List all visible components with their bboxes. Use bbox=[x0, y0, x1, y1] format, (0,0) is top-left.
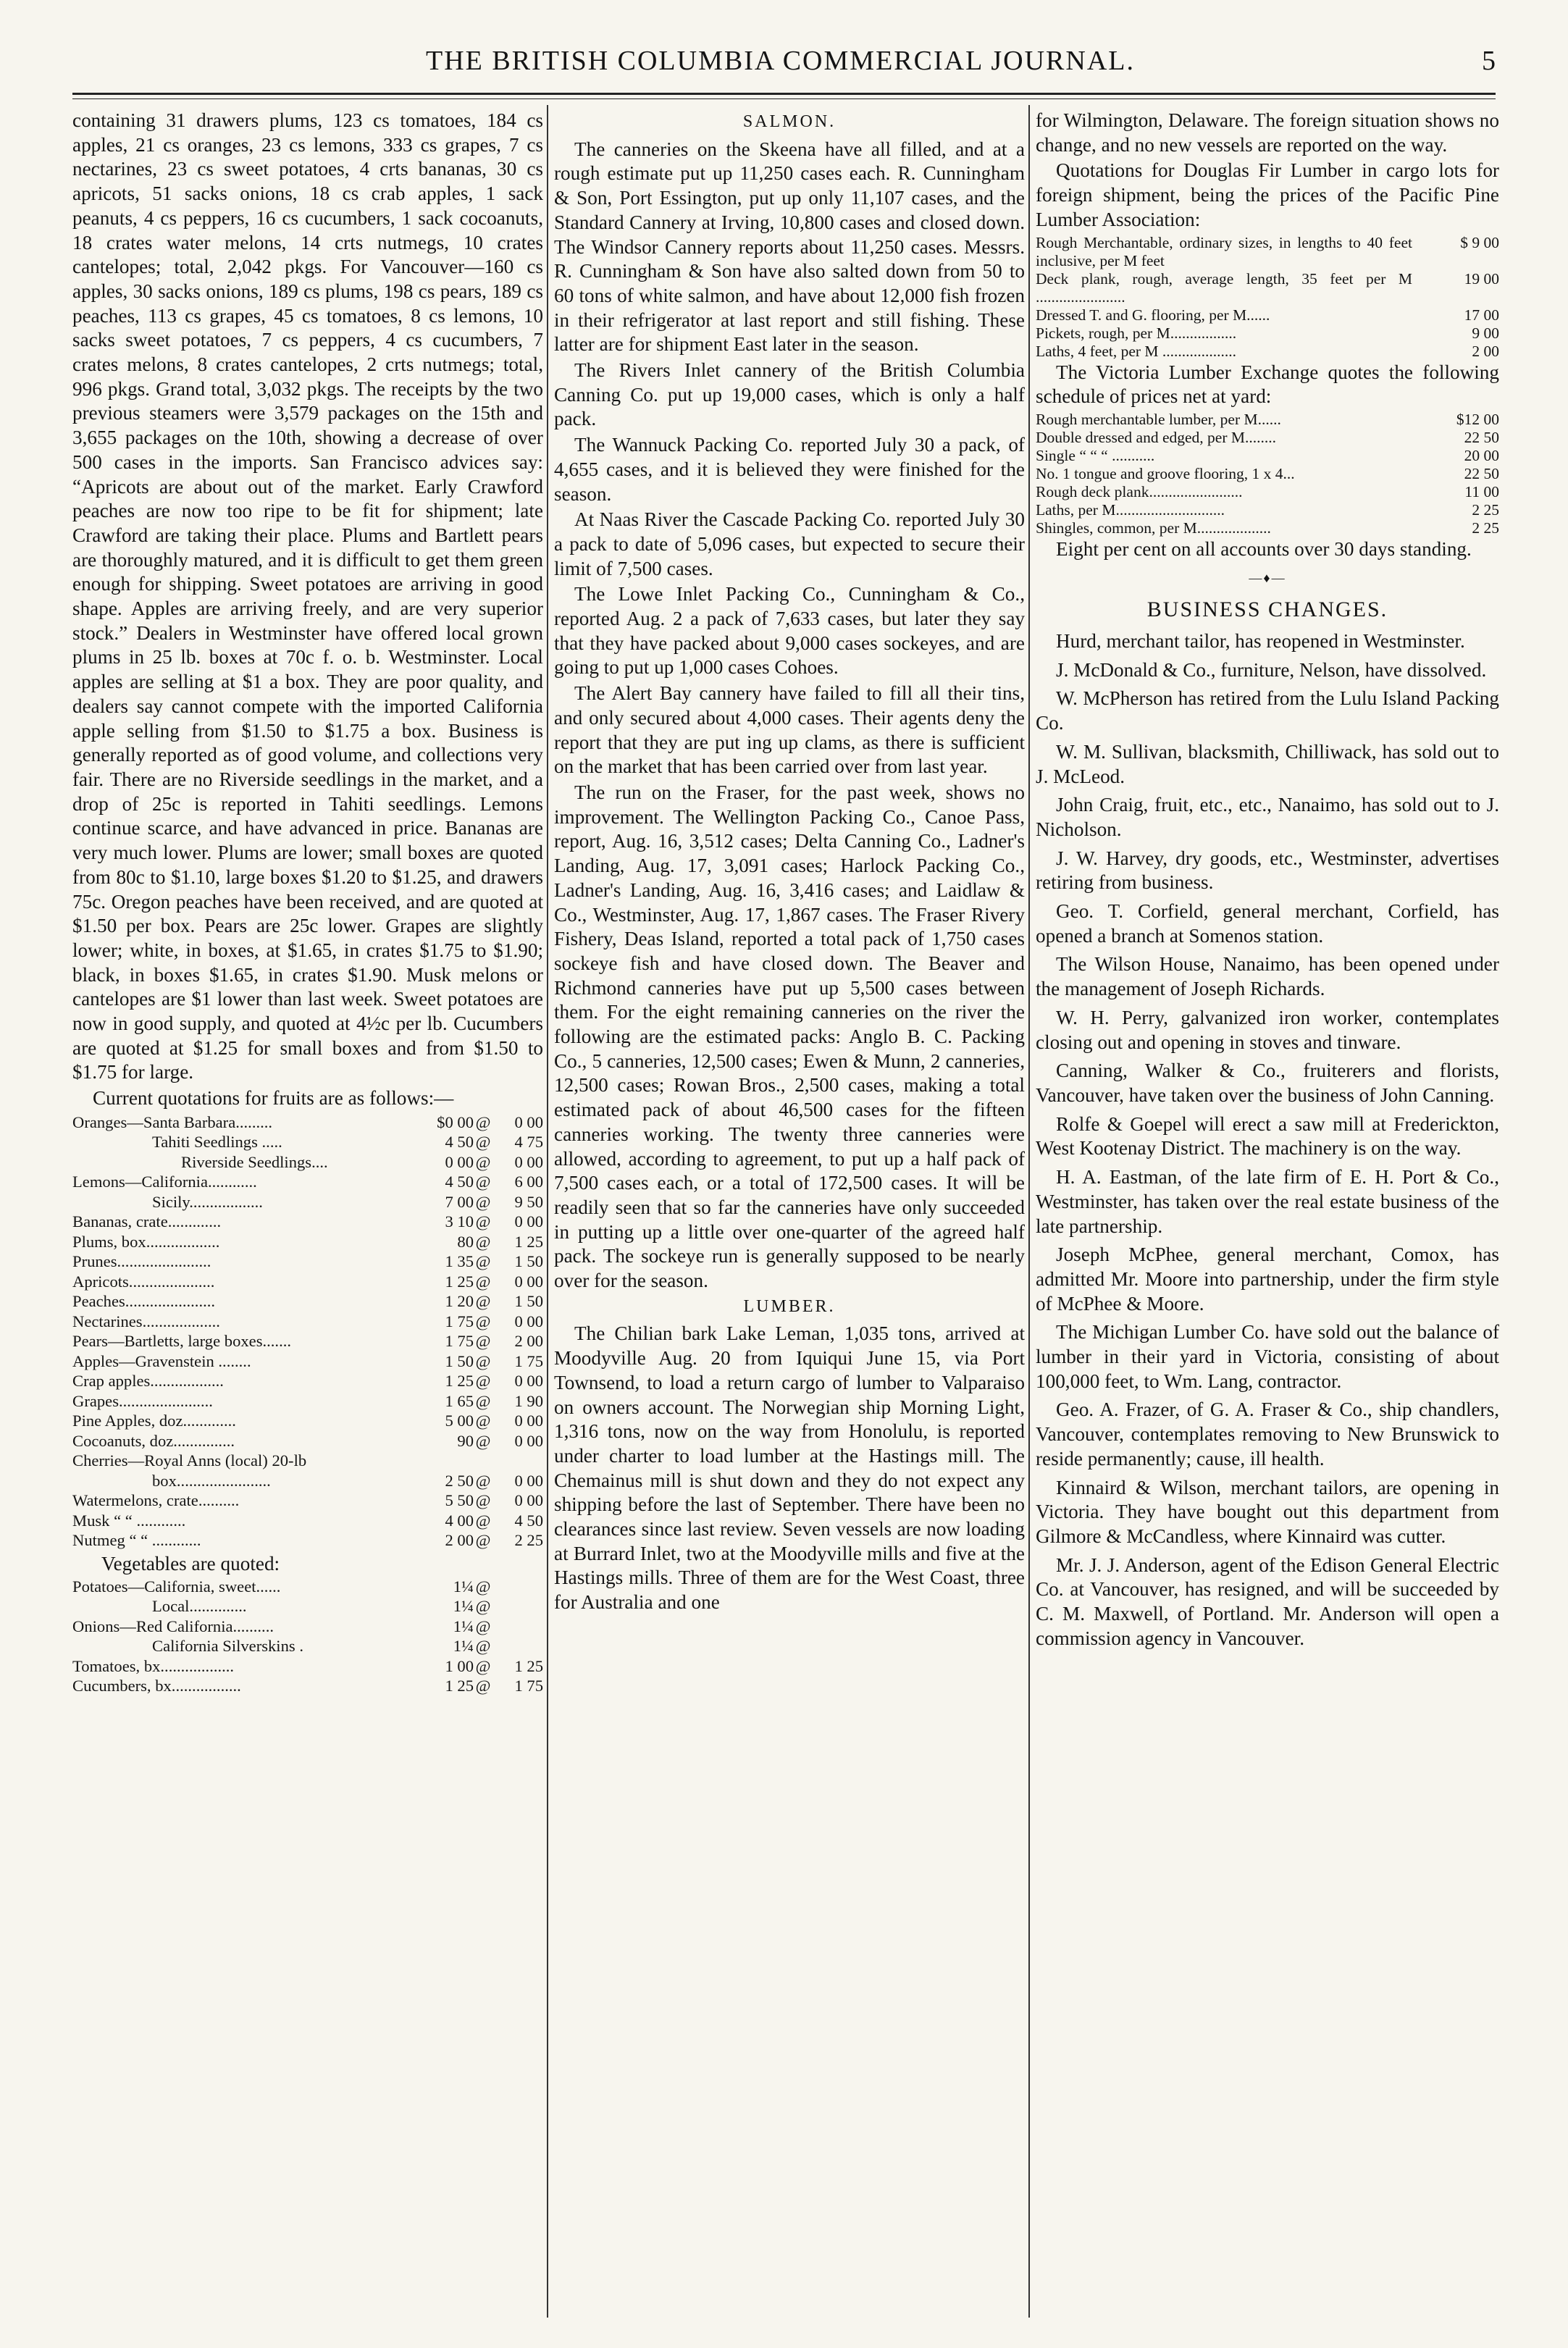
quotation-low: 1 25 bbox=[445, 1372, 474, 1391]
quotation-item: Tomatoes, bx.................. bbox=[72, 1656, 235, 1675]
quotation-high: 1 75 bbox=[514, 1351, 543, 1370]
quotation-item: Cherries—Royal Anns (local) 20-lb bbox=[72, 1451, 307, 1470]
quotation-low: 1 65 bbox=[445, 1391, 474, 1410]
quotation-item: Musk “ “ ............ bbox=[72, 1511, 186, 1530]
business-changes-heading: BUSINESS CHANGES. bbox=[1146, 598, 1388, 622]
quotation-row bbox=[72, 1636, 543, 1656]
quotation-high: 0 00 bbox=[514, 1471, 543, 1490]
at-symbol: @ bbox=[475, 1173, 491, 1191]
at-symbol: @ bbox=[475, 1133, 491, 1152]
quotation-row bbox=[72, 1676, 543, 1696]
at-symbol: @ bbox=[475, 1471, 491, 1490]
quotation-item: Grapes....................... bbox=[72, 1391, 213, 1410]
at-symbol: @ bbox=[475, 1511, 491, 1530]
price-row bbox=[1036, 519, 1499, 537]
business-change-item: The Wilson House, Nanaimo, has been opened under the management of Joseph Richards. bbox=[1036, 953, 1499, 1000]
quotation-low: 1 75 bbox=[445, 1332, 474, 1351]
quotation-high: 2 00 bbox=[514, 1332, 543, 1351]
quotation-high: 1 90 bbox=[514, 1391, 543, 1410]
at-symbol: @ bbox=[475, 1577, 491, 1596]
quotation-low: 1¼ bbox=[453, 1617, 474, 1635]
quotation-row bbox=[72, 1312, 543, 1332]
quotation-low: 90 bbox=[457, 1431, 474, 1450]
salmon-heading: SALMON. bbox=[742, 112, 837, 131]
quotation-low: 5 00 bbox=[445, 1412, 474, 1430]
quotation-low: 80 bbox=[457, 1232, 474, 1251]
quotation-high: 9 50 bbox=[514, 1192, 543, 1211]
price-row bbox=[1036, 234, 1499, 270]
at-symbol: @ bbox=[475, 1112, 491, 1131]
quotation-low: 1 25 bbox=[445, 1677, 474, 1695]
quotation-row bbox=[72, 1152, 543, 1173]
at-symbol: @ bbox=[475, 1637, 491, 1656]
quotation-high bbox=[492, 1636, 543, 1656]
price-row bbox=[1036, 447, 1499, 465]
at-symbol: @ bbox=[475, 1212, 491, 1231]
fir-quotations-intro: Quotations for Douglas Fir Lumber in cargo lots for foreign shipment, being the prices of the Pacific Pine Lumber Association: bbox=[1036, 159, 1499, 230]
quotation-low bbox=[423, 1451, 474, 1471]
price-row bbox=[1036, 411, 1499, 429]
business-change-item: Hurd, merchant tailor, has reopened in Westminster. bbox=[1056, 630, 1465, 653]
price-value: $12 00 bbox=[1456, 410, 1499, 428]
at-symbol: @ bbox=[475, 1252, 491, 1271]
quotation-item: Lemons—California............ bbox=[72, 1173, 257, 1191]
quotation-low: 1¼ bbox=[453, 1597, 474, 1616]
quotation-high: 0 00 bbox=[514, 1112, 543, 1131]
price-value: 19 00 bbox=[1464, 269, 1499, 288]
price-item: Rough merchantable lumber, per M...... bbox=[1036, 410, 1281, 428]
business-change-item: Mr. J. J. Anderson, agent of the Edison General Electric Co. at Vancouver, has resigned, and will be succeeded by C. M. Maxwell, of Portland. Mr. Anderson will open a commission agency in Vancouver. bbox=[1036, 1554, 1499, 1649]
at-symbol: @ bbox=[475, 1292, 491, 1311]
lumber-paragraph: The Chilian bark Lake Leman, 1,035 tons, arrived at Moodyville Aug. 20 from Iquiqui June 15, via Port Townsend, to load a return cargo of lumber to Valparaiso on owners account. The Norwegian ship Morning Light, 1,316 tons, now on the way from Honolulu, is reported under charter to load lumber at the Hastings mill. The Chemainus mill is shut down and they do not expect any shipping before the last of September. There have been no clearances since last review. Seven vessels are now loading at Burrard Inlet, two at the Moodyville mills and five at the Hastings mills. Three of them are for the West Coast, three for Australia and one bbox=[554, 1322, 1025, 1614]
quotation-row bbox=[72, 1351, 543, 1372]
quotation-item: Potatoes—California, sweet...... bbox=[72, 1577, 281, 1596]
business-change-item: Canning, Walker & Co., fruiterers and florists, Vancouver, have taken over the business of John Canning. bbox=[1036, 1060, 1499, 1106]
terms-note: Eight per cent on all accounts over 30 days standing. bbox=[1056, 537, 1472, 560]
price-row bbox=[1036, 465, 1499, 483]
business-change-item: H. A. Eastman, of the late firm of E. H. Port & Co., Westminster, has taken over the real estate business of the late partnership. bbox=[1036, 1166, 1499, 1237]
quotation-low: 3 10 bbox=[445, 1212, 474, 1231]
lumber-continued: for Wilmington, Delaware. The foreign situation shows no change, and no new vessels are reported on the way. bbox=[1036, 109, 1499, 156]
masthead bbox=[65, 45, 1496, 88]
quotation-item: Apples—Gravenstein ........ bbox=[72, 1351, 251, 1370]
at-symbol: @ bbox=[475, 1192, 491, 1211]
at-symbol: @ bbox=[475, 1531, 491, 1550]
quotation-high bbox=[492, 1596, 543, 1617]
price-item: Double dressed and edged, per M........ bbox=[1036, 428, 1276, 446]
price-item: Rough deck plank........................ bbox=[1036, 482, 1243, 500]
quotation-row bbox=[72, 1451, 543, 1471]
business-change-item: Kinnaird & Wilson, merchant tailors, are opening in Victoria. They have bought out this department from Gilmore & McCandless, where Kinnaird was cutter. bbox=[1036, 1476, 1499, 1547]
at-symbol: @ bbox=[475, 1677, 491, 1695]
quotation-high: 0 00 bbox=[514, 1312, 543, 1330]
quotation-item: Pears—Bartletts, large boxes....... bbox=[72, 1332, 292, 1351]
quotation-row bbox=[72, 1391, 543, 1412]
quotation-item: Local.............. bbox=[152, 1597, 247, 1616]
business-change-item: Geo. A. Frazer, of G. A. Fraser & Co., ship chandlers, Vancouver, contemplates removing to New Brunswick to reside permanently; cause, ill health. bbox=[1036, 1399, 1499, 1469]
quotation-low: 2 00 bbox=[445, 1531, 474, 1550]
price-item: Single “ “ “ ........... bbox=[1036, 446, 1155, 464]
at-symbol: @ bbox=[475, 1412, 491, 1430]
quotation-item: Riverside Seedlings.... bbox=[181, 1152, 328, 1171]
quotation-high bbox=[492, 1451, 543, 1471]
column-1 bbox=[72, 109, 543, 2318]
fruit-quotations-intro: Current quotations for fruits are as follows:— bbox=[93, 1087, 454, 1110]
masthead-rule-thin bbox=[72, 98, 1496, 99]
quotation-row bbox=[72, 1617, 543, 1637]
at-symbol: @ bbox=[475, 1312, 491, 1330]
salmon-paragraph: At Naas River the Cascade Packing Co. reported July 30 a pack to date of 5,096 cases, but expected to secure their limit of 7,500 cases. bbox=[554, 508, 1025, 579]
business-change-item: W. M. Sullivan, blacksmith, Chilliwack, has sold out to J. McLeod. bbox=[1036, 740, 1499, 787]
quotation-row bbox=[72, 1232, 543, 1252]
quotation-row bbox=[72, 1577, 543, 1597]
price-item: Dressed T. and G. flooring, per M...... bbox=[1036, 306, 1270, 324]
quotation-high: 4 50 bbox=[514, 1511, 543, 1530]
quotation-low: 1 75 bbox=[445, 1312, 474, 1330]
quotation-row bbox=[72, 1490, 543, 1511]
journal-title: THE BRITISH COLUMBIA COMMERCIAL JOURNAL. bbox=[425, 46, 1135, 76]
quotation-row bbox=[72, 1411, 543, 1431]
quotation-item: Cocoanuts, doz............... bbox=[72, 1431, 235, 1450]
column-divider bbox=[547, 105, 548, 2318]
at-symbol: @ bbox=[475, 1431, 491, 1450]
quotation-row bbox=[72, 1132, 543, 1152]
business-changes-list bbox=[1036, 629, 1499, 1651]
business-change-item: The Michigan Lumber Co. have sold out the balance of lumber in their yard in Victoria, consisting of about 100,000 feet, to Wm. Lang, contractor. bbox=[1036, 1321, 1499, 1392]
quotation-low: $0 00 bbox=[437, 1112, 474, 1131]
fruit-quotations-table bbox=[72, 1112, 543, 1551]
quotation-low: 0 00 bbox=[445, 1152, 474, 1171]
column-3 bbox=[1036, 109, 1499, 2318]
price-value: 9 00 bbox=[1472, 324, 1499, 342]
quotation-row bbox=[72, 1596, 543, 1617]
price-item: Deck plank, rough, average length, 35 feet per M ....................... bbox=[1036, 269, 1412, 306]
price-row bbox=[1036, 483, 1499, 501]
quotation-high: 2 25 bbox=[514, 1531, 543, 1550]
column-2 bbox=[554, 109, 1025, 2318]
column-divider bbox=[1028, 105, 1030, 2318]
quotation-item: Onions—Red California.......... bbox=[72, 1617, 274, 1635]
quotation-high: 1 50 bbox=[514, 1292, 543, 1311]
quotation-low: 1 25 bbox=[445, 1272, 474, 1291]
quotation-low: 4 50 bbox=[445, 1133, 474, 1152]
quotation-item: Sicily.................. bbox=[152, 1192, 263, 1211]
business-change-item: W. McPherson has retired from the Lulu Island Packing Co. bbox=[1036, 687, 1499, 734]
at-symbol: @ bbox=[475, 1372, 491, 1391]
price-row bbox=[1036, 501, 1499, 519]
at-symbol: @ bbox=[475, 1491, 491, 1510]
quotation-item: Peaches...................... bbox=[72, 1292, 216, 1311]
price-value: 2 25 bbox=[1472, 519, 1499, 537]
quotation-high: 0 00 bbox=[514, 1212, 543, 1231]
business-change-item: W. H. Perry, galvanized iron worker, contemplates closing out and opening in stoves and tinware. bbox=[1036, 1006, 1499, 1053]
quotation-row bbox=[72, 1212, 543, 1232]
quotation-high bbox=[492, 1577, 543, 1597]
quotation-item: Oranges—Santa Barbara......... bbox=[72, 1112, 273, 1131]
salmon-paragraph: The run on the Fraser, for the past week, shows no improvement. The Wellington Packing Co., Canoe Pass, report, Aug. 16, 3,512 cases; Delta Canning Co., Ladner's Landing, Aug. 17, 3,091 cases; Harlock Packing Co., Ladner's Landing, Aug. 16, 3,416 cases; and Laidlaw & Co., Westminster, Aug. 17, 1,867 cases. The Fraser Rivery Fishery, Deas Island, reported a total pack of 1,750 cases sockeye fish and have closed down. The Beaver and Richmond canneries have put up 5,500 cases between them. For the eight remaining canneries on the river the following are the estimated packs: Anglo B. C. Packing Co., 5 canneries, 12,500 cases; Ewen & Munn, 2 canneries, 12,500 cases; Rowan Bros., 2,500 cases, making a total estimated pack of about 46,500 cases for the fifteen canneries working. The twenty three canneries were allowed, according to agreement, to put up a half pack of 7,500 cases each, or a total of 172,500 cases. It will be readily seen that so far the canneries have only succeeded in putting up a little over one-quarter of the agreed half pack. The sockeye run is generally supposed to be nearly over for the season. bbox=[554, 781, 1025, 1292]
quotation-item: box....................... bbox=[152, 1471, 271, 1490]
salmon-paragraph: The Alert Bay cannery have failed to fill all their tins, and only secured about 4,000 cases. Their agents deny the report that they are put ing up clams, as there is sufficient on the market that has been carried over from last year. bbox=[554, 682, 1025, 778]
at-symbol: @ bbox=[475, 1152, 491, 1171]
price-value: 17 00 bbox=[1464, 306, 1499, 324]
quotation-row bbox=[72, 1431, 543, 1451]
business-change-item: Geo. T. Corfield, general merchant, Corfield, has opened a branch at Somenos station. bbox=[1036, 900, 1499, 947]
quotation-row bbox=[72, 1172, 543, 1192]
salmon-paragraph: The Rivers Inlet cannery of the British Columbia Canning Co. put up 19,000 cases, which is only a half pack. bbox=[554, 359, 1025, 430]
fir-lumber-table bbox=[1036, 234, 1499, 361]
quotation-high: 1 50 bbox=[514, 1252, 543, 1271]
page-number: 5 bbox=[1482, 46, 1496, 76]
price-row bbox=[1036, 306, 1499, 324]
price-item: Rough Merchantable, ordinary sizes, in lengths to 40 feet inclusive, per M feet bbox=[1036, 233, 1412, 269]
business-change-item: John Craig, fruit, etc., etc., Nanaimo, has sold out to J. Nicholson. bbox=[1036, 794, 1499, 840]
quotation-item: Plums, box.................. bbox=[72, 1232, 220, 1251]
quotation-item: Crap apples.................. bbox=[72, 1372, 224, 1391]
quotation-low: 1¼ bbox=[453, 1637, 474, 1656]
salmon-paragraph: The canneries on the Skeena have all filled, and at a rough estimate put up 11,250 cases each. R. Cunningham & Son, Port Essington, put up only 11,107 cases, and the Standard Cannery at Irving, 10,800 cases and closed down. The Windsor Cannery reports about 11,250 cases. Messrs. R. Cunningham & Son have also salted down from 50 to 60 tons of white salmon, and have about 12,000 fish frozen in their refrigerator at last report and still fishing. These latter are for shipment East later in the season. bbox=[554, 138, 1025, 356]
fruit-market-report: containing 31 drawers plums, 123 cs tomatoes, 184 cs apples, 21 cs oranges, 23 cs lemons, 333 cs grapes, 7 cs nectarines, 23 cs sweet potatoes, 4 crts bananas, 30 cs apricots, 51 sacks onions, 18 cs crab apples, 1 sack peanuts, 4 cs peppers, 16 cs cucumbers, 1 sack cocoanuts, 18 crates water melons, 14 crts nutmegs, 10 crates cantelopes; total, 2,042 pkgs. For Vancouver—160 cs apples, 30 sacks onions, 189 cs plums, 198 cs pears, 189 cs peaches, 113 cs grapes, 45 cs tomatoes, 8 cs lemons, 10 sacks sweet potatoes, 7 cs peppers, 4 cs cucumbers, 7 crates melons, 8 crates cantelopes, 2 crts nutmegs; total, 996 pkgs. Grand total, 3,032 pkgs. The receipts by the two previous steamers were 3,579 packages on the 15th and 3,655 packages on the 10th, showing a decrease of over 500 cases in the imports. San Francisco advices say: “Apricots are about out of the market. Early Crawford peaches are now too ripe to be fit for shipment; late Crawford are taking their place. Plums and Bartlett pears are thoroughly matured, and it is difficult to get them green enough for shipping. Sweet potatoes are arriving in good shape. Apples are arriving freely, and are very superior stock.” Dealers in Westminster have offered local grown plums in 25 lb. boxes at 70c f. o. b. Westminster. Local apples are selling at $1 a box. They are poor quality, and dealers say cannot compete with the imported California apple selling from $1.50 to $1.75 a box. Business is generally reported as of good volume, and collections very fair. There are no Riverside seedlings in the market, and a drop of 25c is reported in Tahiti seedlings. Lemons continue scarce, and have advanced in price. Bananas are very much lower. Plums are lower; small boxes are quoted from 80c to $1.10, large boxes $1.20 to $1.25, and drawers 75c. Oregon peaches have been received, and are quoted at $1.50 per box. Pears are 25c lower. Grapes are slightly lower; white, in boxes, at $1.65, in crates $1.75 to $1.90; black, in boxes $1.65, in crates $1.90. Musk melons or cantelopes are $1 lower than last week. Sweet potatoes are now in good supply, and quoted at 4½c per lb. Cucumbers are quoted at $1.25 for small boxes and from $1.50 to $1.75 for large. bbox=[72, 109, 543, 1083]
quotation-row bbox=[72, 1371, 543, 1391]
quotation-row bbox=[72, 1656, 543, 1677]
quotation-item: Cucumbers, bx................. bbox=[72, 1677, 241, 1695]
business-change-item: Joseph McPhee, general merchant, Comox, has admitted Mr. Moore into partnership, under the firm style of McPhee & Moore. bbox=[1036, 1244, 1499, 1315]
quotation-item: Nectarines................... bbox=[72, 1312, 220, 1330]
quotation-low: 1 20 bbox=[445, 1292, 474, 1311]
vegetables-heading: Vegetables are quoted: bbox=[101, 1552, 280, 1575]
quotation-high: 0 00 bbox=[514, 1152, 543, 1171]
quotation-high: 4 75 bbox=[514, 1133, 543, 1152]
lumber-heading: LUMBER. bbox=[743, 1296, 836, 1316]
price-item: No. 1 tongue and groove flooring, 1 x 4... bbox=[1036, 464, 1295, 482]
price-item: Laths, 4 feet, per M ................... bbox=[1036, 342, 1237, 360]
quotation-high: 1 25 bbox=[514, 1656, 543, 1675]
quotation-high: 0 00 bbox=[514, 1412, 543, 1430]
quotation-item: Tahiti Seedlings ..... bbox=[152, 1133, 282, 1152]
salmon-paragraph: The Lowe Inlet Packing Co., Cunningham & Co., reported Aug. 2 a pack of 7,633 cases, but later they say that they have packed about 9,000 cases sockeyes, and are going to put up 1,000 cases Cohoes. bbox=[554, 583, 1025, 679]
at-symbol: @ bbox=[475, 1351, 491, 1370]
at-symbol bbox=[474, 1451, 492, 1471]
quotation-low: 7 00 bbox=[445, 1192, 474, 1211]
price-item: Shingles, common, per M................... bbox=[1036, 519, 1271, 537]
business-change-item: J. W. Harvey, dry goods, etc., Westminster, advertises retiring from business. bbox=[1036, 847, 1499, 894]
quotation-high: 0 00 bbox=[514, 1491, 543, 1510]
quotation-item: California Silverskins . bbox=[152, 1637, 303, 1656]
quotation-item: Pine Apples, doz............. bbox=[72, 1412, 236, 1430]
price-value: 22 50 bbox=[1464, 464, 1499, 482]
quotation-row bbox=[72, 1511, 543, 1531]
quotation-row bbox=[72, 1251, 543, 1272]
quotation-high: 1 25 bbox=[514, 1232, 543, 1251]
quotation-high bbox=[492, 1617, 543, 1637]
quotation-row bbox=[72, 1291, 543, 1312]
quotation-item: Prunes....................... bbox=[72, 1252, 211, 1271]
quotation-low: 1¼ bbox=[453, 1577, 474, 1596]
ornament-divider: —♦— bbox=[1249, 570, 1286, 585]
price-row bbox=[1036, 324, 1499, 343]
price-row bbox=[1036, 343, 1499, 361]
quotation-high: 1 75 bbox=[514, 1677, 543, 1695]
quotation-row bbox=[72, 1471, 543, 1491]
price-value: 11 00 bbox=[1464, 482, 1499, 500]
quotation-low: 1 35 bbox=[445, 1252, 474, 1271]
quotation-row bbox=[72, 1112, 543, 1133]
quotation-low: 4 00 bbox=[445, 1511, 474, 1530]
quotation-item: Nutmeg “ “ ............ bbox=[72, 1531, 201, 1550]
quotation-low: 4 50 bbox=[445, 1173, 474, 1191]
price-value: $ 9 00 bbox=[1460, 233, 1499, 251]
quotation-row bbox=[72, 1530, 543, 1551]
at-symbol: @ bbox=[475, 1597, 491, 1616]
quotation-low: 1 00 bbox=[445, 1656, 474, 1675]
price-value: 2 00 bbox=[1472, 342, 1499, 360]
quotation-row bbox=[72, 1331, 543, 1351]
price-row bbox=[1036, 270, 1499, 306]
vegetable-quotations-table bbox=[72, 1577, 543, 1696]
quotation-high: 6 00 bbox=[514, 1173, 543, 1191]
at-symbol: @ bbox=[475, 1332, 491, 1351]
price-item: Pickets, rough, per M................. bbox=[1036, 324, 1237, 342]
salmon-paragraph: The Wannuck Packing Co. reported July 30 a pack, of 4,655 cases, and it is believed they were finished for the season. bbox=[554, 434, 1025, 505]
masthead-rule bbox=[72, 93, 1496, 95]
quotation-high: 0 00 bbox=[514, 1272, 543, 1291]
business-change-item: Rolfe & Goepel will erect a saw mill at Frederickton, West Kootenay District. The machinery is on the way. bbox=[1036, 1112, 1499, 1160]
price-value: 20 00 bbox=[1464, 446, 1499, 464]
price-item: Laths, per M............................ bbox=[1036, 500, 1225, 519]
price-row bbox=[1036, 429, 1499, 447]
business-change-item: J. McDonald & Co., furniture, Nelson, have dissolved. bbox=[1056, 658, 1487, 681]
quotation-item: Apricots..................... bbox=[72, 1272, 215, 1291]
at-symbol: @ bbox=[475, 1617, 491, 1635]
quotation-low: 1 50 bbox=[445, 1351, 474, 1370]
quotation-item: Bananas, crate............. bbox=[72, 1212, 222, 1231]
quotation-row bbox=[72, 1272, 543, 1292]
at-symbol: @ bbox=[475, 1391, 491, 1410]
quotation-row bbox=[72, 1192, 543, 1212]
victoria-prices-table bbox=[1036, 411, 1499, 537]
quotation-high: 0 00 bbox=[514, 1372, 543, 1391]
quotation-item: Watermelons, crate.......... bbox=[72, 1491, 240, 1510]
victoria-exchange-intro: The Victoria Lumber Exchange quotes the following schedule of prices net at yard: bbox=[1036, 361, 1499, 408]
at-symbol: @ bbox=[475, 1272, 491, 1291]
at-symbol: @ bbox=[475, 1232, 491, 1251]
price-value: 2 25 bbox=[1472, 500, 1499, 519]
price-value: 22 50 bbox=[1464, 428, 1499, 446]
at-symbol: @ bbox=[475, 1656, 491, 1675]
quotation-high: 0 00 bbox=[514, 1431, 543, 1450]
quotation-low: 2 50 bbox=[445, 1471, 474, 1490]
quotation-low: 5 50 bbox=[445, 1491, 474, 1510]
